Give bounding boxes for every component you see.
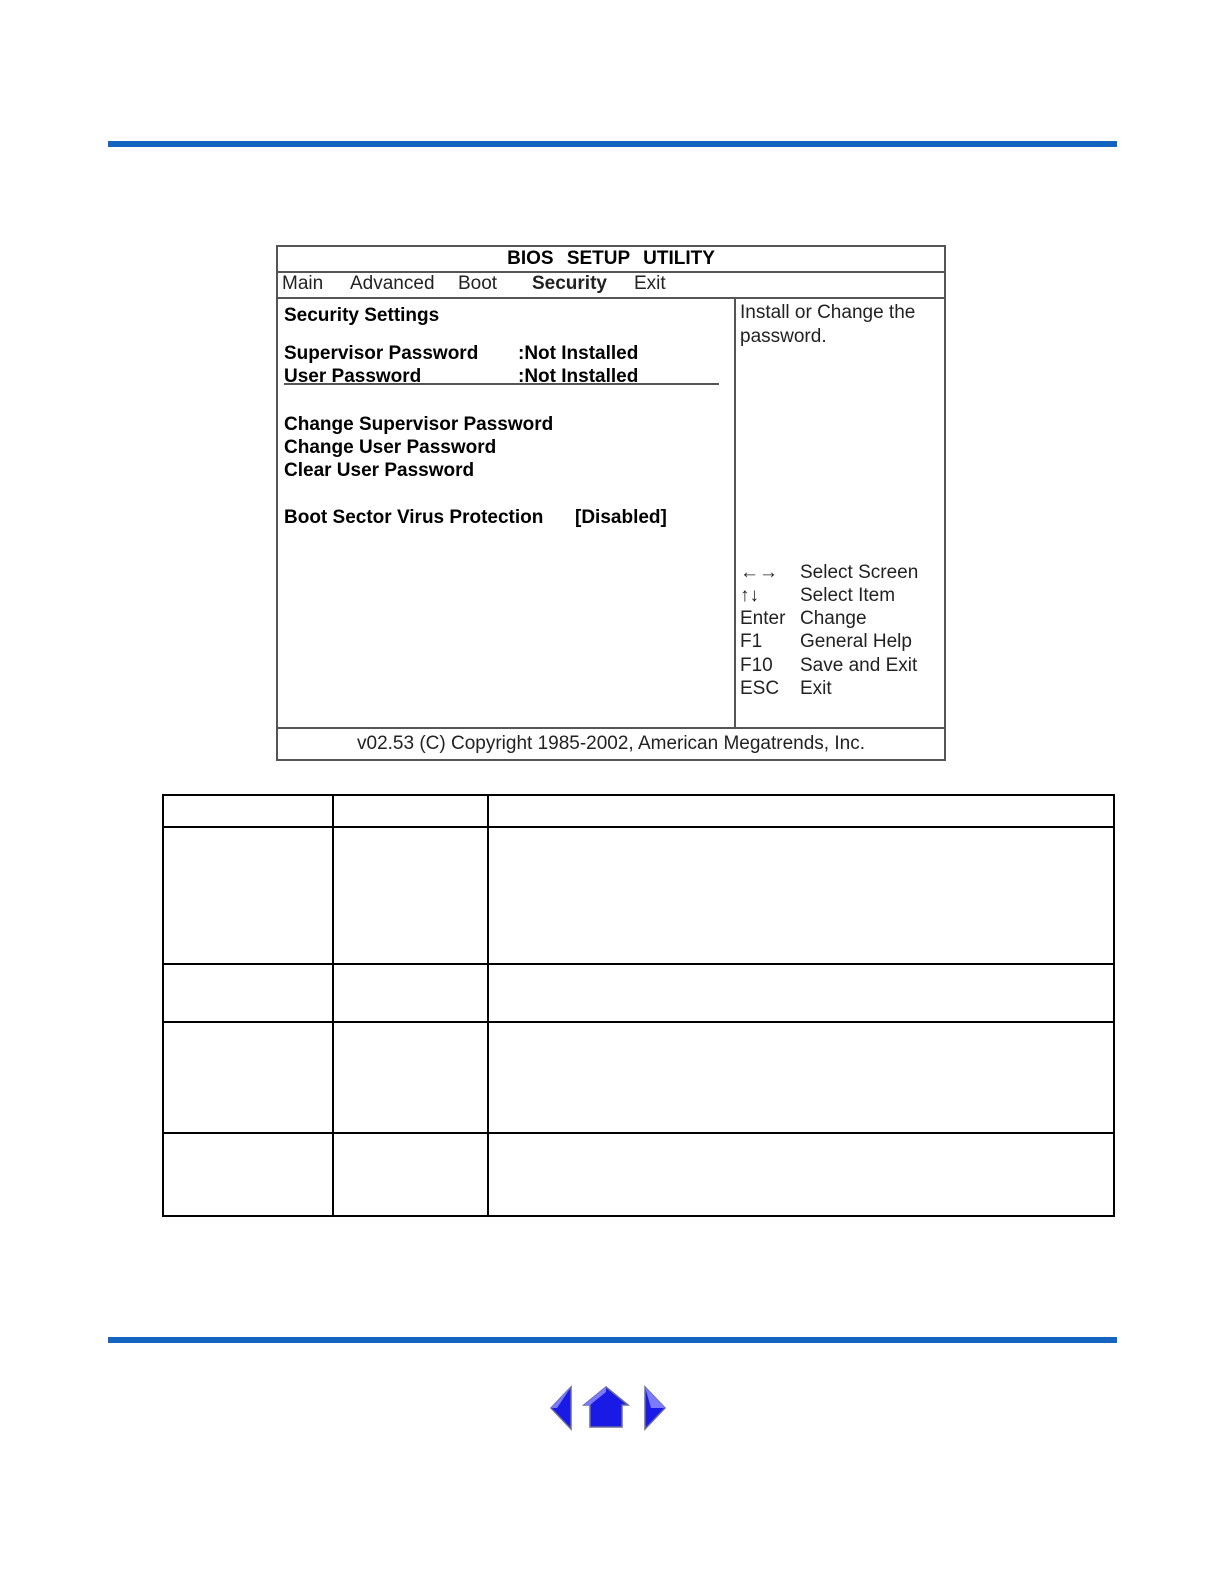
boot-sector-virus-protection-item[interactable]: Boot Sector Virus Protection [284,507,544,528]
user-password-status: :Not Installed [518,366,639,387]
table-cell [488,1022,1114,1133]
bios-settings-panel [278,299,734,727]
top-divider-rule [108,141,1117,147]
user-password-label: User Password [284,366,422,387]
boot-sector-virus-protection-value[interactable]: [Disabled] [575,507,667,528]
table-cell [488,795,1114,827]
next-page-icon[interactable] [643,1385,667,1431]
menu-security[interactable]: Security [532,273,607,294]
table-cell [163,964,333,1022]
supervisor-password-status: :Not Installed [518,343,639,364]
table-cell [488,827,1114,964]
arrow-up-down-icon: ↑↓ [740,585,759,606]
table-cell [488,964,1114,1022]
menu-exit[interactable]: Exit [634,273,666,294]
bios-help-panel: Install or Change the password. ←→ Select Screen ↑↓ Select Item Enter Change F1 General Help F10 Save and Exit ESC Exit [734,299,944,727]
table-cell [333,827,488,964]
bottom-divider-rule [108,1337,1117,1343]
menu-main[interactable]: Main [282,273,324,294]
menu-advanced[interactable]: Advanced [350,273,435,294]
help-text: Install or Change the password. [740,302,916,347]
table-row [163,1133,1114,1216]
table-cell [163,795,333,827]
bios-copyright-footer: v02.53 (C) Copyright 1985-2002, American Megatrends, Inc. [278,727,944,759]
description-table [162,794,1115,1217]
table-cell [333,1133,488,1216]
table-cell [488,1133,1114,1216]
supervisor-password-label: Supervisor Password [284,343,479,364]
table-cell [163,1022,333,1133]
previous-page-icon[interactable] [549,1385,573,1431]
table-row [163,795,1114,827]
page-navigation [549,1385,675,1431]
menu-boot[interactable]: Boot [458,273,498,294]
home-icon[interactable] [582,1385,630,1429]
bios-menu-bar [278,271,944,299]
table-row [163,1022,1114,1133]
table-row [163,964,1114,1022]
bios-setup-screen [276,245,946,761]
table-cell [333,1022,488,1133]
clear-user-password-item[interactable]: Clear User Password [284,460,475,481]
table-cell [333,795,488,827]
table-cell [163,1133,333,1216]
table-cell [163,827,333,964]
table-cell [333,964,488,1022]
table-row [163,827,1114,964]
bios-title: BIOS SETUP UTILITY [278,247,944,273]
arrow-left-right-icon: ←→ [740,562,778,583]
change-supervisor-password-item[interactable]: Change Supervisor Password [284,414,554,435]
change-user-password-item[interactable]: Change User Password [284,437,497,458]
section-title: Security Settings [284,305,440,326]
